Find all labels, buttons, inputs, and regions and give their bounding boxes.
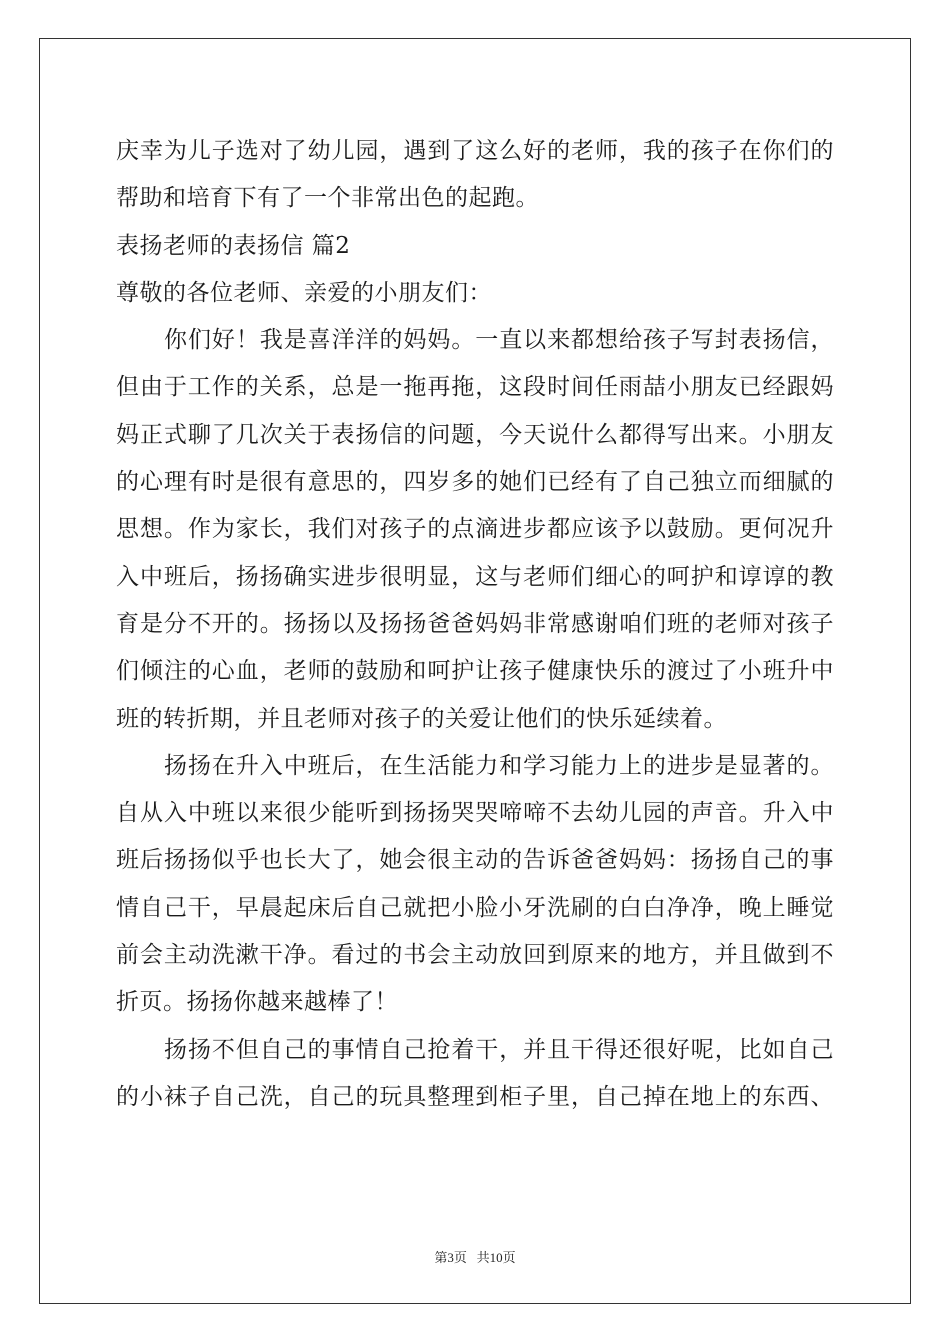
text-line: 入中班后，扬扬确实进步很明显，这与老师们细心的呵护和谆谆的教 (116, 563, 834, 590)
text-line: 班后扬扬似乎也长大了，她会很主动的告诉爸爸妈妈：扬扬自己的事 (116, 847, 834, 874)
text-line: 你们好！我是喜洋洋的妈妈。一直以来都想给孩子写封表扬信， (164, 327, 834, 354)
text-line: 妈正式聊了几次关于表扬信的问题，今天说什么都得写出来。小朋友 (116, 421, 834, 448)
text-line: 思想。作为家长，我们对孩子的点滴进步都应该予以鼓励。更何况升 (116, 516, 834, 543)
text-line: 的心理有时是很有意思的，四岁多的她们已经有了自己独立而细腻的 (116, 469, 834, 496)
text-line: 们倾注的心血，老师的鼓励和呵护让孩子健康快乐的渡过了小班升中 (116, 658, 834, 685)
text-line: 育是分不开的。扬扬以及扬扬爸爸妈妈非常感谢咱们班的老师对孩子 (116, 610, 834, 637)
page-footer (0, 1247, 950, 1266)
page-total: 共10页 (476, 1250, 516, 1265)
text-line: 扬扬在升入中班后，在生活能力和学习能力上的进步是显著的。 (164, 752, 834, 779)
text-line: 表扬老师的表扬信 篇2 (116, 232, 351, 259)
text-line: 班的转折期，并且老师对孩子的关爱让他们的快乐延续着。 (116, 705, 727, 732)
text-line: 扬扬不但自己的事情自己抢着干，并且干得还很好呢，比如自己 (164, 1036, 834, 1063)
text-line: 的小袜子自己洗，自己的玩具整理到柜子里，自己掉在地上的东西、 (116, 1083, 834, 1110)
text-line: 情自己干，早晨起床后自己就把小脸小牙洗刷的白白净净，晚上睡觉 (116, 894, 834, 921)
text-line: 庆幸为儿子选对了幼儿园，遇到了这么好的老师，我的孩子在你们的 (116, 138, 834, 164)
text-line: 折页。扬扬你越来越棒了！ (116, 989, 398, 1016)
text-line: 帮助和培育下有了一个非常出色的起跑。 (116, 185, 539, 212)
text-line: 但由于工作的关系，总是一拖再拖，这段时间任雨喆小朋友已经跟妈 (116, 374, 834, 401)
text-line: 前会主动洗漱干净。看过的书会主动放回到原来的地方，并且做到不 (116, 942, 834, 969)
page-number: 第3页 (434, 1250, 467, 1265)
text-line: 尊敬的各位老师、亲爱的小朋友们： (116, 279, 492, 306)
text-line: 自从入中班以来很少能听到扬扬哭哭啼啼不去幼儿园的声音。升入中 (116, 800, 834, 827)
document-body (116, 128, 834, 1121)
